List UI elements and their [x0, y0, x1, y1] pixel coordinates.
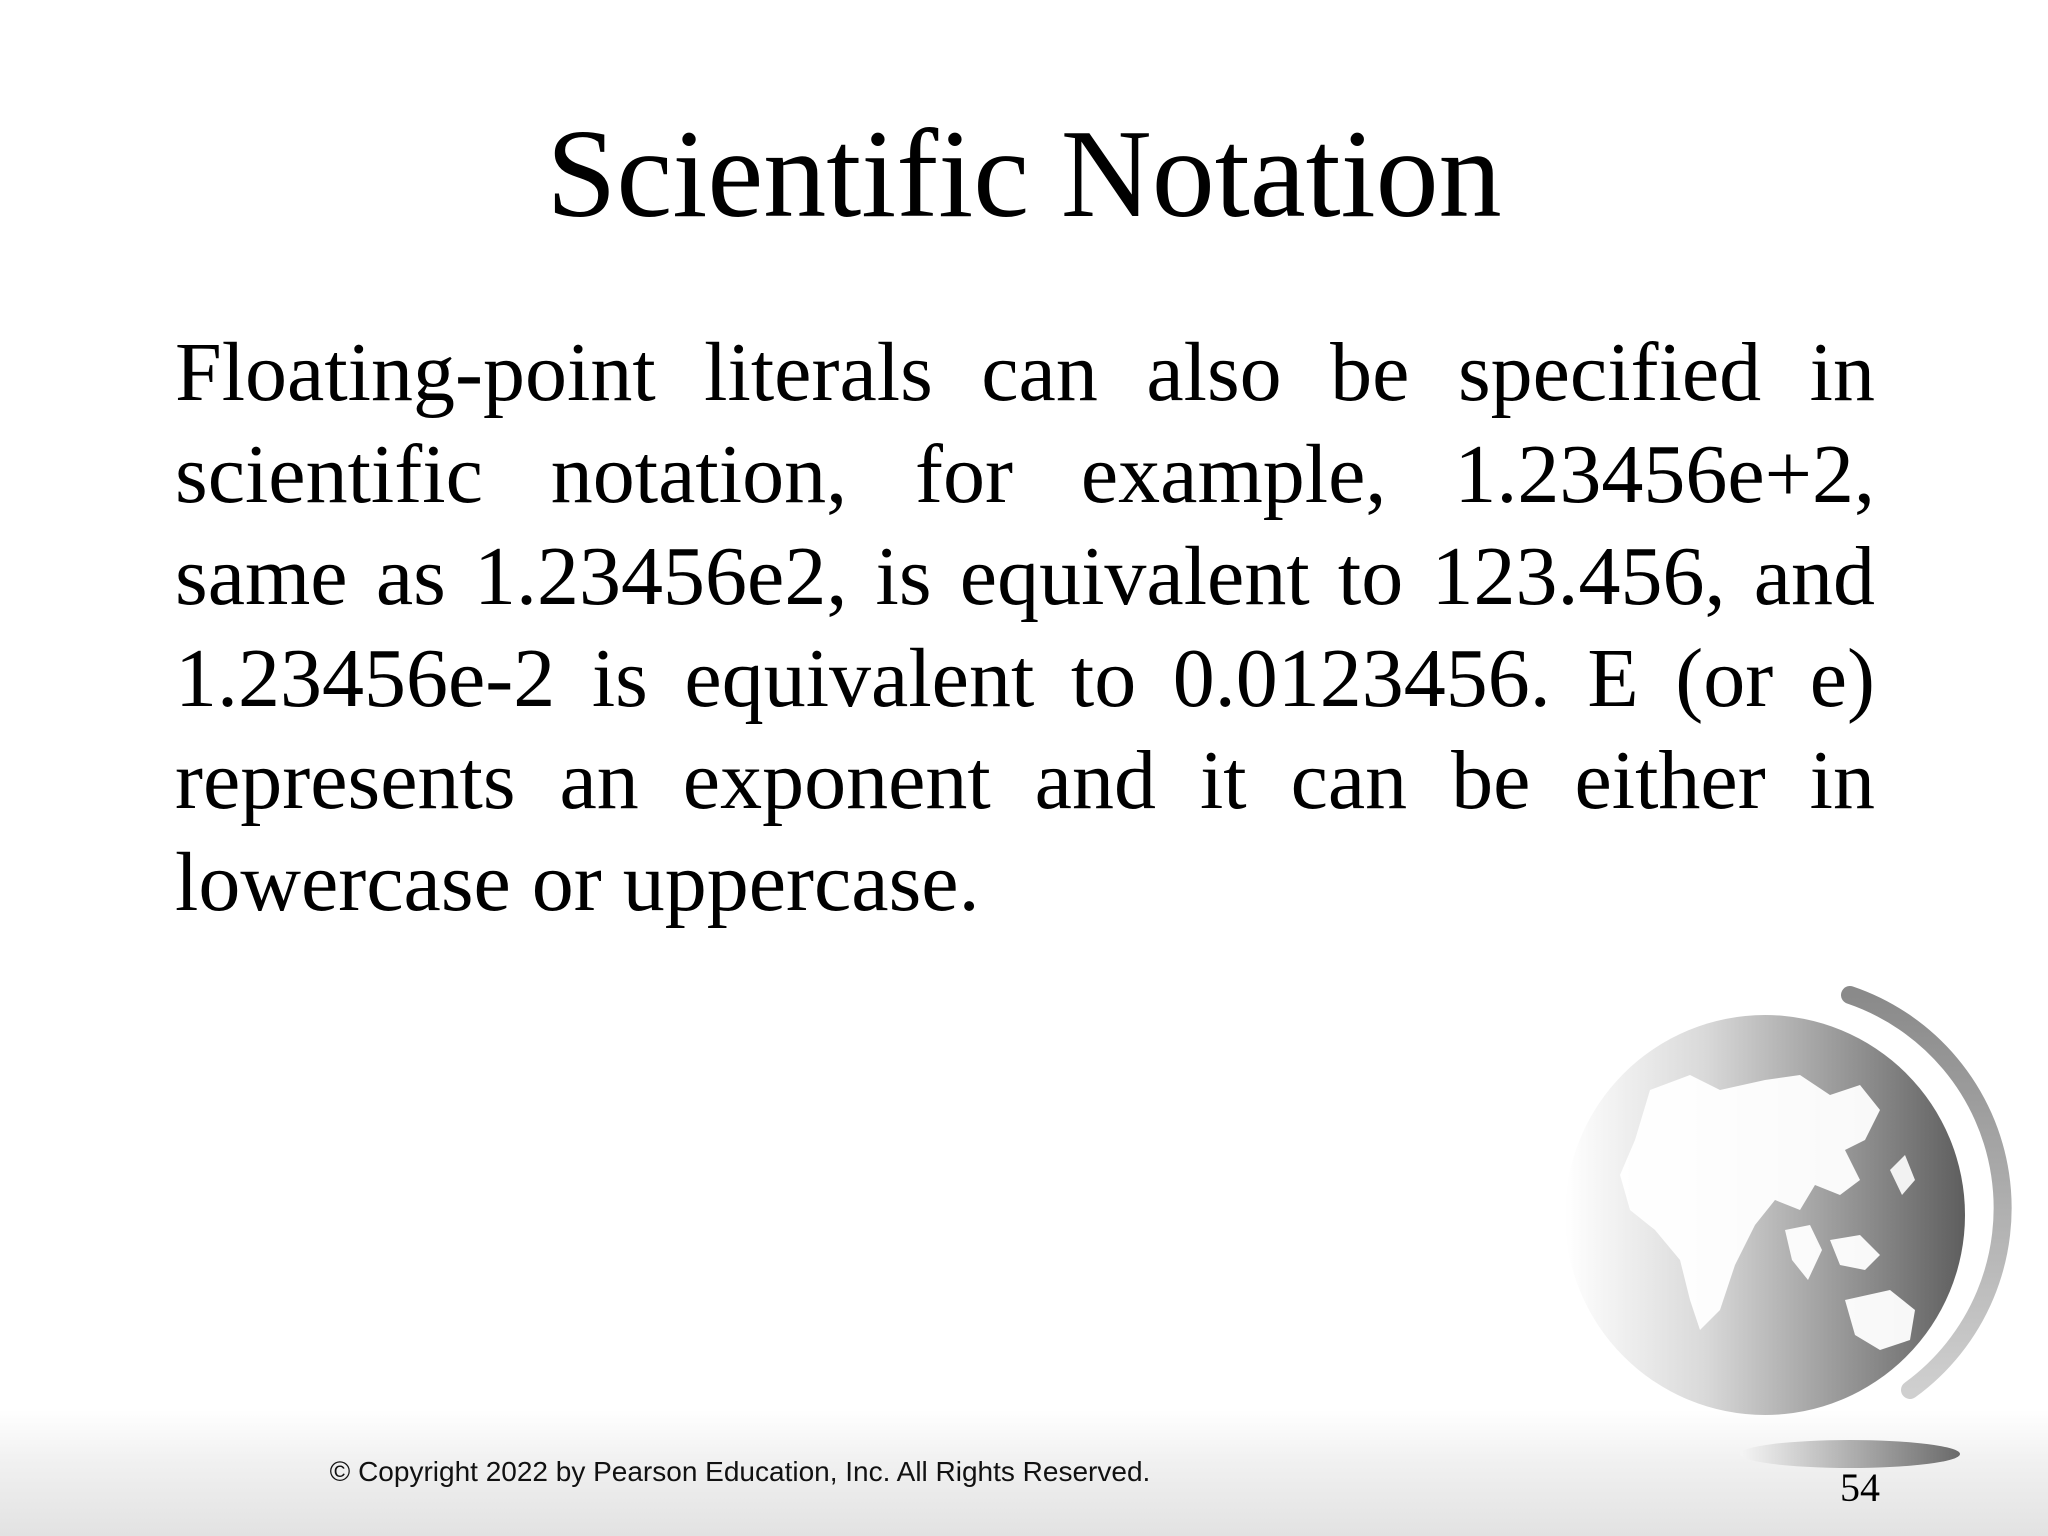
globe-icon — [1560, 980, 2020, 1480]
slide-body-text: Floating-point literals can also be specified in scientific notation, for example, 1.23456e+2, same as 1.23456e2, is equivalent to 123.456, and 1.23456e-2 is equivalent to 0.0123456. E (or e) represents an exponent and it can be either in lowercase or uppercase. — [175, 326, 1875, 929]
page-number: 54 — [1840, 1465, 1880, 1510]
slide-title: Scientific Notation — [546, 105, 1502, 244]
copyright-notice: © Copyright 2022 by Pearson Education, Inc. All Rights Reserved. — [329, 1456, 1151, 1487]
